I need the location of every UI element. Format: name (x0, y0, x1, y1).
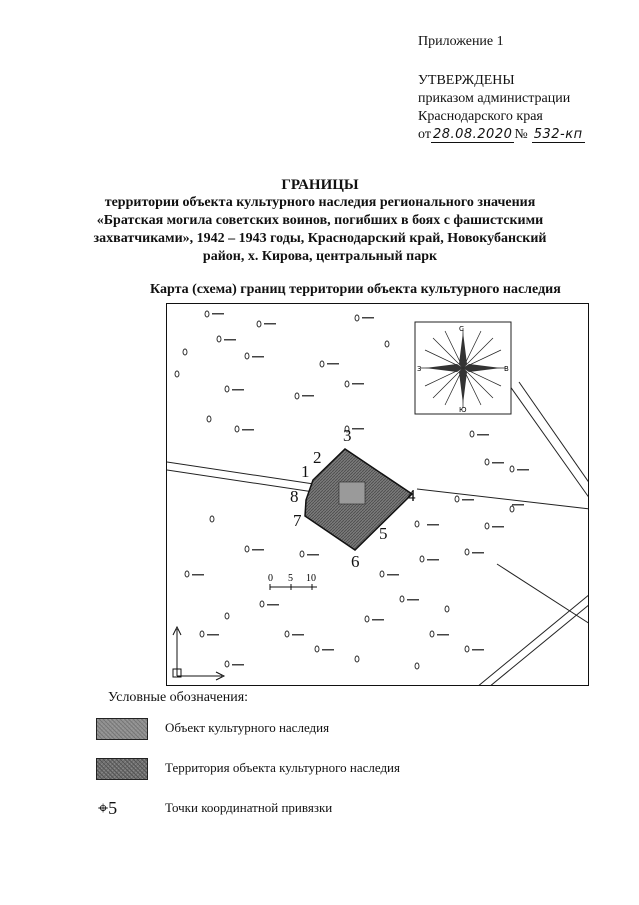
approval-line1: приказом администрации (418, 91, 571, 106)
scale-10: 10 (306, 573, 316, 584)
scale-bar (268, 573, 317, 590)
approval-date-line (418, 126, 585, 144)
title-line1: территории объекта культурного наследия регионального значения (104, 195, 536, 210)
point-label-8: 8 (290, 487, 299, 506)
compass-east: В (504, 365, 509, 373)
approval-number: 532-кп (533, 127, 583, 142)
compass-west: З (417, 365, 422, 373)
map-svg (167, 304, 589, 686)
appendix-label: Приложение 1 (418, 34, 504, 49)
from-prefix: от (418, 127, 431, 142)
road-lines (167, 382, 589, 686)
title-line2: «Братская могила советских воинов, погибших в боях с фашистскими (96, 213, 544, 228)
approved-heading: УТВЕРЖДЕНЫ (418, 73, 515, 88)
point-label-5: 5 (379, 524, 388, 543)
legend-label-territory: Территория объекта культурного наследия (165, 760, 400, 775)
approval-block (418, 72, 585, 144)
title-heading: ГРАНИЦЫ (281, 177, 359, 193)
scale-0: 0 (268, 573, 273, 584)
title-line3: захватчиками», 1942 – 1943 годы, Краснодарский край, Новокубанский (93, 231, 547, 246)
point-label-4: 4 (407, 486, 416, 505)
legend-point-symbol-icon: ⌖5 (98, 798, 118, 818)
compass-north: С (459, 325, 464, 333)
map-title: Карта (схема) границ территории объекта культурного наследия (150, 282, 561, 297)
document-title (80, 176, 560, 266)
legend-title: Условные обозначения: (108, 690, 249, 705)
boundary-map (166, 303, 589, 686)
compass-south: Ю (459, 406, 467, 414)
legend-label-points: Точки координатной привязки (165, 800, 333, 815)
legend-swatch-heritage-object (96, 718, 148, 740)
point-label-3: 3 (343, 426, 352, 445)
title-line4: район, х. Кирова, центральный парк (202, 249, 438, 264)
legend-swatch-territory (96, 758, 148, 780)
compass-rose (415, 322, 511, 414)
approval-line2: Краснодарского края (418, 109, 543, 124)
heritage-object (339, 482, 365, 504)
point-label-1: 1 (301, 462, 310, 481)
point-label-2: 2 (313, 448, 322, 467)
point-label-6: 6 (351, 552, 360, 571)
number-sign: № (514, 127, 528, 142)
point-label-7: 7 (293, 511, 302, 530)
approval-date: 28.08.2020 (432, 127, 513, 142)
scale-5: 5 (288, 573, 293, 584)
legend-label-heritage-object: Объект культурного наследия (165, 720, 330, 735)
